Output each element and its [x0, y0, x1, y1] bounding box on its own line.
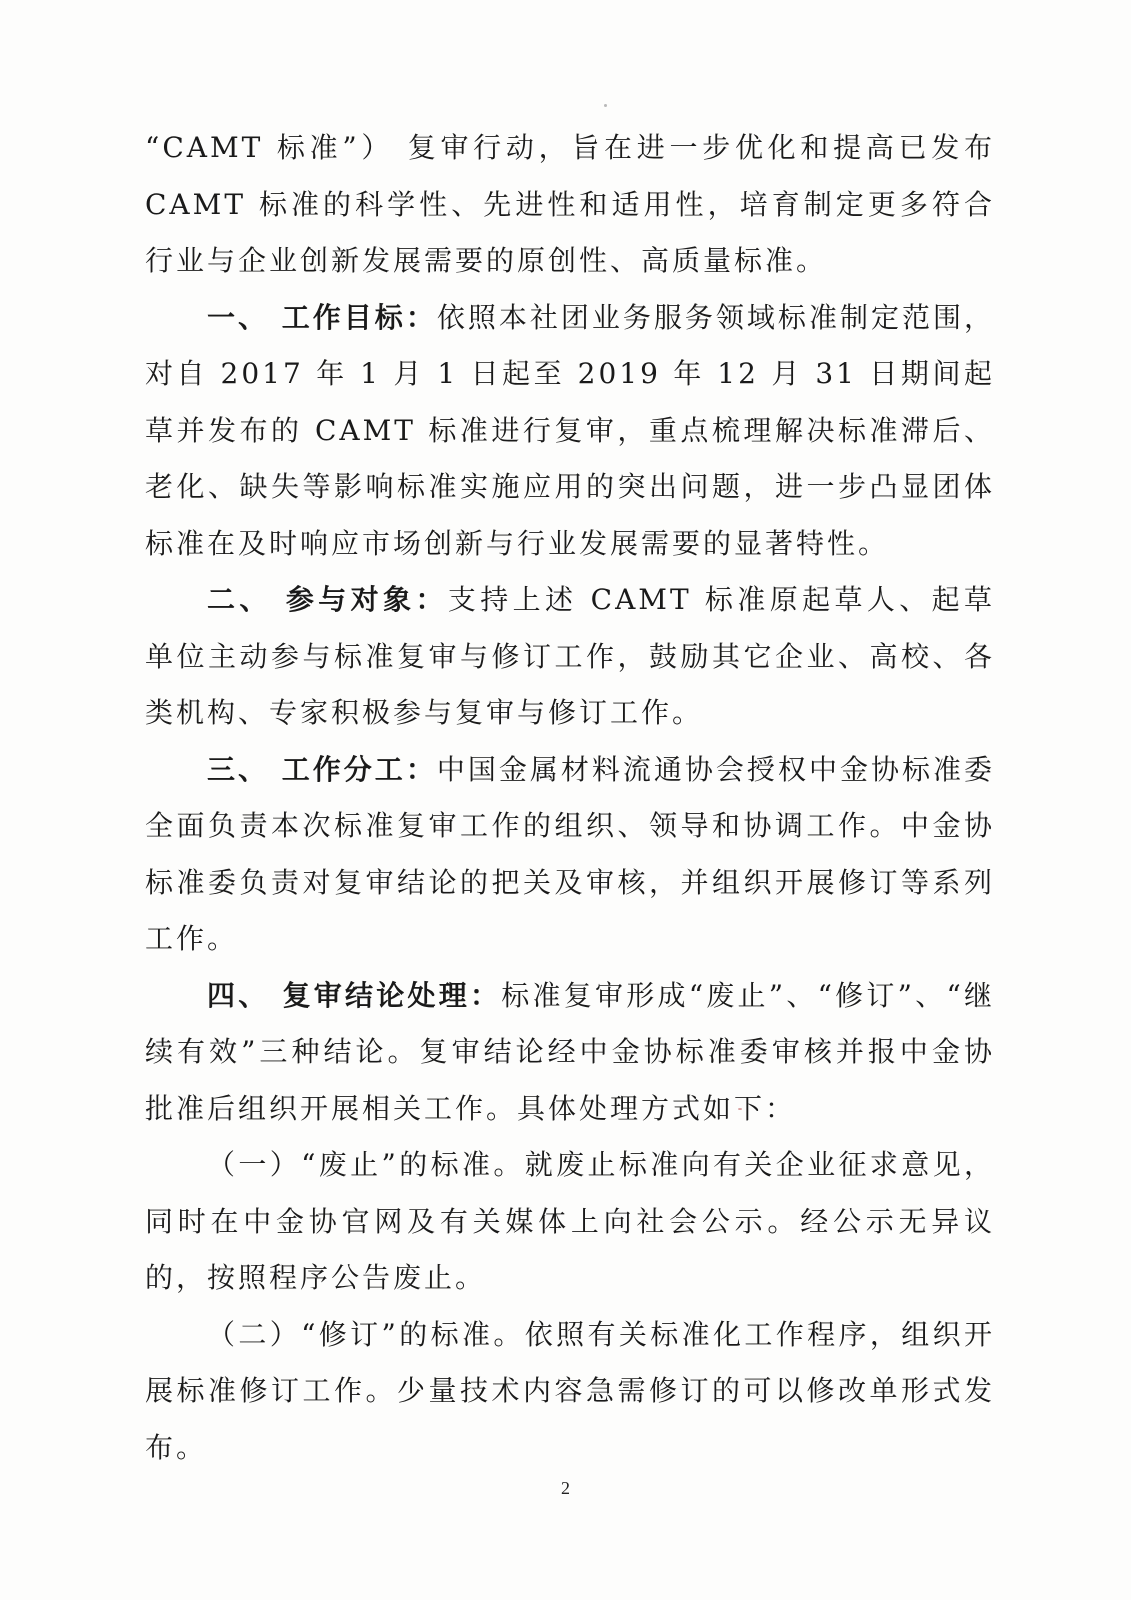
paragraph-revise	[145, 1307, 995, 1477]
paragraph-text: （一）“废止”的标准。就废止标准向有关企业征求意见，同时在中金协官网及有关媒体上向社会公示。经公示无异议的，按照程序公告废止。	[145, 1148, 995, 1294]
paragraph-text: “CAMT 标准”） 复审行动，旨在进一步优化和提高已发布 CAMT 标准的科学性、先进性和适用性，培育制定更多符合行业与企业创新发展需要的原创性、高质量标准。	[145, 131, 995, 277]
section-heading-division: 三、 工作分工：	[207, 752, 437, 786]
section-heading-conclusion: 四、 复审结论处理：	[207, 978, 502, 1012]
paragraph-text: 支持上述 CAMT 标准原起草人、起草单位主动参与标准复审与修订工作，鼓励其它企业、高校、各类机构、专家积极参与复审与修订工作。	[145, 583, 995, 729]
document-body	[145, 120, 995, 1476]
paragraph-intro	[145, 120, 995, 290]
paragraph-text: （二）“修订”的标准。依照有关标准化工作程序，组织开展标准修订工作。少量技术内容急需修订的可以修改单形式发布。	[145, 1317, 995, 1464]
paragraph-abolish	[145, 1137, 995, 1307]
paragraph-text: 依照本社团业务服务领域标准制定范围，对自 2017 年 1 月 1 日起至 2019 年 12 月 31 日期间起草并发布的 CAMT 标准进行复审，重点梳理解决标准滞后、老化、缺失等影响标准实施应用的突出问题，进一步凸显团体标准在及时响应市场创新与行业发展需要的显著特性。	[145, 300, 995, 560]
paragraph-participants	[145, 572, 995, 742]
scan-speck	[604, 104, 607, 107]
section-heading-participants: 二、 参与对象：	[207, 583, 448, 616]
paragraph-conclusion	[145, 968, 995, 1138]
paragraph-division	[145, 742, 995, 968]
paragraph-work-goal	[145, 290, 995, 573]
section-heading-goal: 一、 工作目标：	[207, 300, 437, 334]
paragraph-text: 中国金属材料流通协会授权中金协标准委全面负责本次标准复审工作的组织、领导和协调工作。中金协标准委负责对复审结论的把关及审核，并组织开展修订等系列工作。	[145, 752, 995, 955]
page-number: 2	[561, 1478, 570, 1498]
paragraph-text: 标准复审形成“废止”、“修订”、“继续有效”三种结论。复审结论经中金协标准委审核并报中金协批准后组织开展相关工作。具体处理方式如下：	[145, 978, 996, 1125]
